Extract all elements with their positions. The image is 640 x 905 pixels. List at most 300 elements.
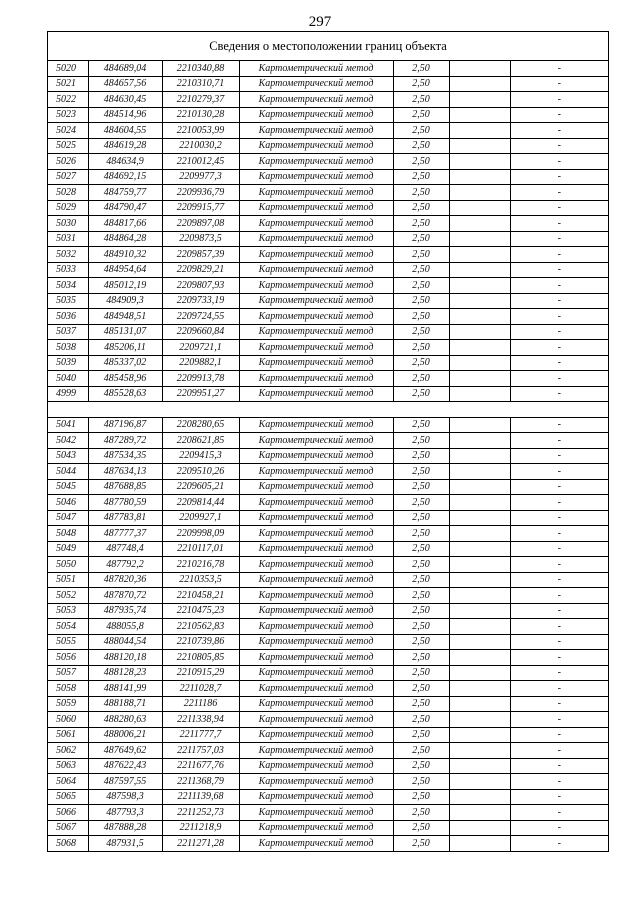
accuracy-cell: 2,50 [393, 789, 449, 805]
table-row [48, 324, 608, 340]
dash-cell: - [510, 324, 608, 340]
empty-cell [449, 805, 510, 821]
x-coordinate-cell: 484864,28 [88, 231, 162, 247]
y-coordinate-cell: 2209724,55 [162, 309, 239, 325]
y-coordinate-cell: 2209733,19 [162, 293, 239, 309]
dash-cell: - [510, 603, 608, 619]
y-coordinate-cell: 2210739,86 [162, 634, 239, 650]
dash-cell: - [510, 309, 608, 325]
table-row [48, 619, 608, 635]
table-row [48, 665, 608, 681]
x-coordinate-cell: 484948,51 [88, 309, 162, 325]
accuracy-cell: 2,50 [393, 557, 449, 573]
point-number-cell: 5063 [48, 758, 88, 774]
accuracy-cell: 2,50 [393, 92, 449, 108]
point-number-cell: 5065 [48, 789, 88, 805]
table-row [48, 169, 608, 185]
point-number-cell: 5037 [48, 324, 88, 340]
point-number-cell: 5029 [48, 200, 88, 216]
dash-cell: - [510, 185, 608, 201]
y-coordinate-cell: 2209873,5 [162, 231, 239, 247]
dash-cell: - [510, 774, 608, 790]
accuracy-cell: 2,50 [393, 681, 449, 697]
point-number-cell: 5020 [48, 61, 88, 76]
dash-cell: - [510, 107, 608, 123]
method-cell: Картометрический метод [239, 603, 393, 619]
table-row [48, 572, 608, 588]
y-coordinate-cell: 2211368,79 [162, 774, 239, 790]
y-coordinate-cell: 2210340,88 [162, 61, 239, 76]
dash-cell: - [510, 340, 608, 356]
y-coordinate-cell: 2210279,37 [162, 92, 239, 108]
point-number-cell: 5061 [48, 727, 88, 743]
table-row [48, 510, 608, 526]
empty-cell [449, 107, 510, 123]
empty-cell [449, 76, 510, 92]
y-coordinate-cell: 2210562,83 [162, 619, 239, 635]
dash-cell: - [510, 448, 608, 464]
y-coordinate-cell: 2209936,79 [162, 185, 239, 201]
empty-cell [449, 386, 510, 402]
method-cell: Картометрический метод [239, 355, 393, 371]
point-number-cell: 5025 [48, 138, 88, 154]
table-row [48, 386, 608, 402]
method-cell: Картометрический метод [239, 76, 393, 92]
empty-cell [449, 619, 510, 635]
method-cell: Картометрический метод [239, 324, 393, 340]
method-cell: Картометрический метод [239, 758, 393, 774]
table-row [48, 479, 608, 495]
accuracy-cell: 2,50 [393, 650, 449, 666]
y-coordinate-cell: 2209807,93 [162, 278, 239, 294]
table-row [48, 743, 608, 759]
accuracy-cell: 2,50 [393, 541, 449, 557]
dash-cell: - [510, 200, 608, 216]
x-coordinate-cell: 484604,55 [88, 123, 162, 139]
y-coordinate-cell: 2211218,9 [162, 820, 239, 836]
accuracy-cell: 2,50 [393, 309, 449, 325]
accuracy-cell: 2,50 [393, 758, 449, 774]
x-coordinate-cell: 487688,85 [88, 479, 162, 495]
point-number-cell: 5024 [48, 123, 88, 139]
point-number-cell: 5054 [48, 619, 88, 635]
dash-cell: - [510, 743, 608, 759]
table-row [48, 448, 608, 464]
empty-cell [449, 541, 510, 557]
method-cell: Картометрический метод [239, 464, 393, 480]
empty-cell [449, 433, 510, 449]
table-row [48, 123, 608, 139]
x-coordinate-cell: 487649,62 [88, 743, 162, 759]
point-number-cell: 5022 [48, 92, 88, 108]
method-cell: Картометрический метод [239, 727, 393, 743]
x-coordinate-cell: 484514,96 [88, 107, 162, 123]
method-cell: Картометрический метод [239, 371, 393, 387]
point-number-cell: 5044 [48, 464, 88, 480]
dash-cell: - [510, 247, 608, 263]
x-coordinate-cell: 484790,47 [88, 200, 162, 216]
point-number-cell: 5056 [48, 650, 88, 666]
table-row [48, 464, 608, 480]
x-coordinate-cell: 488055,8 [88, 619, 162, 635]
method-cell: Картометрический метод [239, 262, 393, 278]
method-cell: Картометрический метод [239, 138, 393, 154]
dash-cell: - [510, 479, 608, 495]
dash-cell: - [510, 758, 608, 774]
method-cell: Картометрический метод [239, 107, 393, 123]
x-coordinate-cell: 487634,13 [88, 464, 162, 480]
empty-cell [449, 789, 510, 805]
y-coordinate-cell: 2210353,5 [162, 572, 239, 588]
accuracy-cell: 2,50 [393, 510, 449, 526]
dash-cell: - [510, 464, 608, 480]
accuracy-cell: 2,50 [393, 355, 449, 371]
empty-cell [449, 61, 510, 76]
table-row [48, 557, 608, 573]
dash-cell: - [510, 216, 608, 232]
dash-cell: - [510, 262, 608, 278]
x-coordinate-cell: 487931,5 [88, 836, 162, 852]
x-coordinate-cell: 488128,23 [88, 665, 162, 681]
method-cell: Картометрический метод [239, 526, 393, 542]
table-row [48, 526, 608, 542]
point-number-cell: 5052 [48, 588, 88, 604]
method-cell: Картометрический метод [239, 417, 393, 433]
y-coordinate-cell: 2209913,78 [162, 371, 239, 387]
empty-cell [449, 681, 510, 697]
y-coordinate-cell: 2208621,85 [162, 433, 239, 449]
x-coordinate-cell: 487792,2 [88, 557, 162, 573]
table-row [48, 293, 608, 309]
x-coordinate-cell: 488120,18 [88, 650, 162, 666]
table-row [48, 727, 608, 743]
point-number-cell: 5021 [48, 76, 88, 92]
dash-cell: - [510, 417, 608, 433]
dash-cell: - [510, 836, 608, 852]
method-cell: Картометрический метод [239, 588, 393, 604]
table-row [48, 76, 608, 92]
point-number-cell: 5059 [48, 696, 88, 712]
table-row [48, 371, 608, 387]
method-cell: Картометрический метод [239, 61, 393, 76]
accuracy-cell: 2,50 [393, 340, 449, 356]
empty-cell [449, 464, 510, 480]
y-coordinate-cell: 2210805,85 [162, 650, 239, 666]
x-coordinate-cell: 487598,3 [88, 789, 162, 805]
point-number-cell: 5042 [48, 433, 88, 449]
empty-cell [449, 371, 510, 387]
x-coordinate-cell: 484634,9 [88, 154, 162, 170]
accuracy-cell: 2,50 [393, 526, 449, 542]
dash-cell: - [510, 789, 608, 805]
empty-cell [449, 696, 510, 712]
point-number-cell: 5033 [48, 262, 88, 278]
accuracy-cell: 2,50 [393, 712, 449, 728]
x-coordinate-cell: 487622,43 [88, 758, 162, 774]
table-row [48, 774, 608, 790]
table-row [48, 588, 608, 604]
table-row [48, 836, 608, 852]
y-coordinate-cell: 2210130,28 [162, 107, 239, 123]
dash-cell: - [510, 433, 608, 449]
dash-cell: - [510, 541, 608, 557]
accuracy-cell: 2,50 [393, 231, 449, 247]
x-coordinate-cell: 485337,02 [88, 355, 162, 371]
y-coordinate-cell: 2209915,77 [162, 200, 239, 216]
dash-cell: - [510, 681, 608, 697]
x-coordinate-cell: 487289,72 [88, 433, 162, 449]
x-coordinate-cell: 484689,04 [88, 61, 162, 76]
dash-cell: - [510, 820, 608, 836]
table-row [48, 247, 608, 263]
empty-cell [449, 278, 510, 294]
dash-cell: - [510, 123, 608, 139]
point-number-cell: 5047 [48, 510, 88, 526]
table-row [48, 433, 608, 449]
accuracy-cell: 2,50 [393, 836, 449, 852]
x-coordinate-cell: 488044,54 [88, 634, 162, 650]
y-coordinate-cell: 2210216,78 [162, 557, 239, 573]
x-coordinate-cell: 484692,15 [88, 169, 162, 185]
y-coordinate-cell: 2210310,71 [162, 76, 239, 92]
x-coordinate-cell: 485012,19 [88, 278, 162, 294]
table-row [48, 681, 608, 697]
point-number-cell: 5040 [48, 371, 88, 387]
table-row [48, 61, 608, 76]
method-cell: Картометрический метод [239, 479, 393, 495]
accuracy-cell: 2,50 [393, 324, 449, 340]
empty-cell [449, 836, 510, 852]
table-row [48, 634, 608, 650]
method-cell: Картометрический метод [239, 340, 393, 356]
accuracy-cell: 2,50 [393, 820, 449, 836]
accuracy-cell: 2,50 [393, 154, 449, 170]
x-coordinate-cell: 484619,28 [88, 138, 162, 154]
accuracy-cell: 2,50 [393, 76, 449, 92]
empty-cell [449, 557, 510, 573]
accuracy-cell: 2,50 [393, 634, 449, 650]
accuracy-cell: 2,50 [393, 417, 449, 433]
empty-cell [449, 185, 510, 201]
table-row [48, 541, 608, 557]
accuracy-cell: 2,50 [393, 61, 449, 76]
x-coordinate-cell: 487780,59 [88, 495, 162, 511]
separator-cell [48, 402, 608, 418]
y-coordinate-cell: 2209927,1 [162, 510, 239, 526]
x-coordinate-cell: 487196,87 [88, 417, 162, 433]
dash-cell: - [510, 278, 608, 294]
y-coordinate-cell: 2210915,29 [162, 665, 239, 681]
x-coordinate-cell: 484954,64 [88, 262, 162, 278]
method-cell: Картометрический метод [239, 820, 393, 836]
y-coordinate-cell: 2211139,68 [162, 789, 239, 805]
accuracy-cell: 2,50 [393, 603, 449, 619]
table-row [48, 92, 608, 108]
x-coordinate-cell: 487783,81 [88, 510, 162, 526]
dash-cell: - [510, 61, 608, 76]
method-cell: Картометрический метод [239, 200, 393, 216]
point-number-cell: 5038 [48, 340, 88, 356]
x-coordinate-cell: 484910,32 [88, 247, 162, 263]
method-cell: Картометрический метод [239, 650, 393, 666]
boundary-table-frame [47, 31, 609, 852]
accuracy-cell: 2,50 [393, 495, 449, 511]
point-number-cell: 5028 [48, 185, 88, 201]
dash-cell: - [510, 169, 608, 185]
point-number-cell: 5046 [48, 495, 88, 511]
y-coordinate-cell: 2209998,09 [162, 526, 239, 542]
x-coordinate-cell: 484909,3 [88, 293, 162, 309]
accuracy-cell: 2,50 [393, 479, 449, 495]
method-cell: Картометрический метод [239, 386, 393, 402]
dash-cell: - [510, 619, 608, 635]
accuracy-cell: 2,50 [393, 247, 449, 263]
point-number-cell: 4999 [48, 386, 88, 402]
table-row [48, 185, 608, 201]
empty-cell [449, 154, 510, 170]
point-number-cell: 5030 [48, 216, 88, 232]
accuracy-cell: 2,50 [393, 185, 449, 201]
dash-cell: - [510, 138, 608, 154]
empty-cell [449, 138, 510, 154]
dash-cell: - [510, 588, 608, 604]
y-coordinate-cell: 2209721,1 [162, 340, 239, 356]
method-cell: Картометрический метод [239, 572, 393, 588]
x-coordinate-cell: 487777,37 [88, 526, 162, 542]
table-row [48, 603, 608, 619]
dash-cell: - [510, 510, 608, 526]
point-number-cell: 5032 [48, 247, 88, 263]
accuracy-cell: 2,50 [393, 293, 449, 309]
page-number: 297 [308, 14, 332, 30]
empty-cell [449, 417, 510, 433]
point-number-cell: 5048 [48, 526, 88, 542]
x-coordinate-cell: 488141,99 [88, 681, 162, 697]
x-coordinate-cell: 484657,56 [88, 76, 162, 92]
empty-cell [449, 727, 510, 743]
point-number-cell: 5026 [48, 154, 88, 170]
x-coordinate-cell: 485131,07 [88, 324, 162, 340]
y-coordinate-cell: 2210458,21 [162, 588, 239, 604]
x-coordinate-cell: 487748,4 [88, 541, 162, 557]
accuracy-cell: 2,50 [393, 774, 449, 790]
dash-cell: - [510, 386, 608, 402]
x-coordinate-cell: 485206,11 [88, 340, 162, 356]
point-number-cell: 5050 [48, 557, 88, 573]
y-coordinate-cell: 2208280,65 [162, 417, 239, 433]
point-number-cell: 5027 [48, 169, 88, 185]
y-coordinate-cell: 2211677,76 [162, 758, 239, 774]
table-row [48, 417, 608, 433]
y-coordinate-cell: 2209951,27 [162, 386, 239, 402]
y-coordinate-cell: 2211777,7 [162, 727, 239, 743]
y-coordinate-cell: 2211186 [162, 696, 239, 712]
method-cell: Картометрический метод [239, 278, 393, 294]
accuracy-cell: 2,50 [393, 464, 449, 480]
empty-cell [449, 820, 510, 836]
point-number-cell: 5066 [48, 805, 88, 821]
accuracy-cell: 2,50 [393, 619, 449, 635]
method-cell: Картометрический метод [239, 557, 393, 573]
y-coordinate-cell: 2210030,2 [162, 138, 239, 154]
dash-cell: - [510, 696, 608, 712]
accuracy-cell: 2,50 [393, 216, 449, 232]
point-number-cell: 5055 [48, 634, 88, 650]
x-coordinate-cell: 484759,77 [88, 185, 162, 201]
accuracy-cell: 2,50 [393, 743, 449, 759]
accuracy-cell: 2,50 [393, 371, 449, 387]
table-row [48, 650, 608, 666]
table-row [48, 200, 608, 216]
table-row [48, 805, 608, 821]
empty-cell [449, 603, 510, 619]
y-coordinate-cell: 2210053,99 [162, 123, 239, 139]
empty-cell [449, 231, 510, 247]
table-row [48, 340, 608, 356]
empty-cell [449, 200, 510, 216]
method-cell: Картометрический метод [239, 805, 393, 821]
accuracy-cell: 2,50 [393, 588, 449, 604]
dash-cell: - [510, 355, 608, 371]
method-cell: Картометрический метод [239, 433, 393, 449]
y-coordinate-cell: 2209415,3 [162, 448, 239, 464]
point-number-cell: 5043 [48, 448, 88, 464]
x-coordinate-cell: 488280,63 [88, 712, 162, 728]
x-coordinate-cell: 487888,28 [88, 820, 162, 836]
empty-cell [449, 510, 510, 526]
empty-cell [449, 588, 510, 604]
point-number-cell: 5049 [48, 541, 88, 557]
accuracy-cell: 2,50 [393, 448, 449, 464]
point-number-cell: 5058 [48, 681, 88, 697]
dash-cell: - [510, 92, 608, 108]
point-number-cell: 5035 [48, 293, 88, 309]
x-coordinate-cell: 488188,71 [88, 696, 162, 712]
method-cell: Картометрический метод [239, 510, 393, 526]
empty-cell [449, 324, 510, 340]
method-cell: Картометрический метод [239, 712, 393, 728]
empty-cell [449, 262, 510, 278]
x-coordinate-cell: 487870,72 [88, 588, 162, 604]
x-coordinate-cell: 484630,45 [88, 92, 162, 108]
point-number-cell: 5062 [48, 743, 88, 759]
x-coordinate-cell: 487534,35 [88, 448, 162, 464]
accuracy-cell: 2,50 [393, 138, 449, 154]
point-number-cell: 5053 [48, 603, 88, 619]
dash-cell: - [510, 231, 608, 247]
point-number-cell: 5034 [48, 278, 88, 294]
method-cell: Картометрический метод [239, 836, 393, 852]
empty-cell [449, 123, 510, 139]
method-cell: Картометрический метод [239, 619, 393, 635]
table-row [48, 138, 608, 154]
point-number-cell: 5051 [48, 572, 88, 588]
y-coordinate-cell: 2211028,7 [162, 681, 239, 697]
method-cell: Картометрический метод [239, 774, 393, 790]
method-cell: Картометрический метод [239, 123, 393, 139]
table-title: Сведения о местоположении границ объекта [48, 32, 608, 61]
point-number-cell: 5068 [48, 836, 88, 852]
coordinates-table [48, 61, 608, 852]
point-number-cell: 5057 [48, 665, 88, 681]
x-coordinate-cell: 487597,55 [88, 774, 162, 790]
table-row [48, 712, 608, 728]
y-coordinate-cell: 2211252,73 [162, 805, 239, 821]
y-coordinate-cell: 2210012,45 [162, 154, 239, 170]
table-row [48, 820, 608, 836]
y-coordinate-cell: 2211271,28 [162, 836, 239, 852]
y-coordinate-cell: 2209977,3 [162, 169, 239, 185]
